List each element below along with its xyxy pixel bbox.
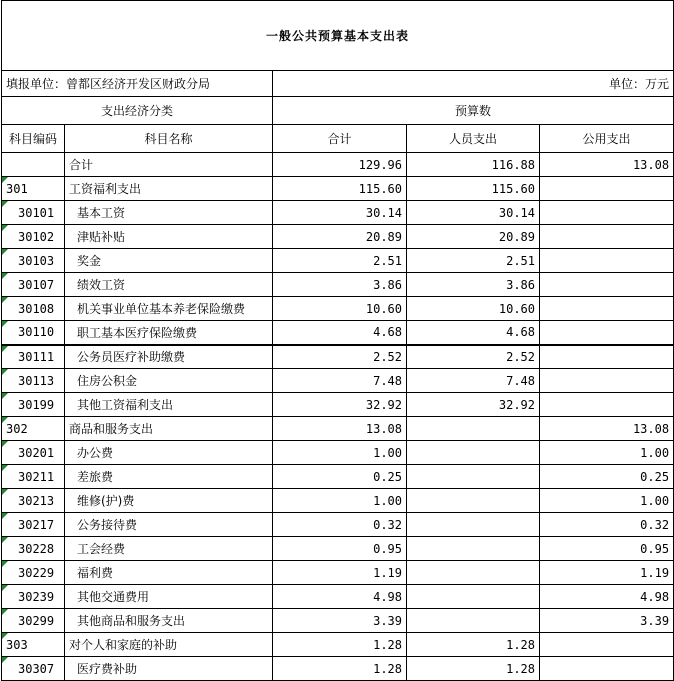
cell-marker-icon xyxy=(2,346,8,352)
row-public: 0.95 xyxy=(540,537,674,561)
row-public xyxy=(540,249,674,273)
row-code: 30110 xyxy=(2,321,65,345)
row-personnel xyxy=(407,417,540,441)
row-public xyxy=(540,201,674,225)
row-total: 30.14 xyxy=(273,201,407,225)
row-name: 奖金 xyxy=(65,249,273,273)
table-row xyxy=(2,513,674,537)
row-name: 工资福利支出 xyxy=(65,177,273,201)
row-name: 其他商品和服务支出 xyxy=(65,609,273,633)
row-total: 3.86 xyxy=(273,273,407,297)
table-row xyxy=(2,321,674,345)
row-code: 30229 xyxy=(2,561,65,585)
cell-marker-icon xyxy=(2,417,8,423)
row-personnel xyxy=(407,489,540,513)
row-personnel xyxy=(407,441,540,465)
row-code: 30211 xyxy=(2,465,65,489)
row-total: 0.95 xyxy=(273,537,407,561)
row-personnel: 2.52 xyxy=(407,345,540,369)
row-name: 津贴补贴 xyxy=(65,225,273,249)
table-row xyxy=(2,585,674,609)
row-name: 维修(护)费 xyxy=(65,489,273,513)
budget-table xyxy=(1,0,674,681)
row-code: 30217 xyxy=(2,513,65,537)
row-total: 3.39 xyxy=(273,609,407,633)
cell-marker-icon xyxy=(2,225,8,231)
header-personnel: 人员支出 xyxy=(407,125,540,153)
row-personnel: 1.28 xyxy=(407,657,540,681)
row-code: 303 xyxy=(2,633,65,657)
row-public xyxy=(540,177,674,201)
row-public xyxy=(540,345,674,369)
table-row xyxy=(2,561,674,585)
cell-marker-icon xyxy=(2,657,8,663)
row-total: 20.89 xyxy=(273,225,407,249)
table-row xyxy=(2,177,674,201)
row-public: 1.19 xyxy=(540,561,674,585)
row-name: 差旅费 xyxy=(65,465,273,489)
table-row xyxy=(2,393,674,417)
row-personnel: 30.14 xyxy=(407,201,540,225)
cell-marker-icon xyxy=(2,249,8,255)
row-name: 其他工资福利支出 xyxy=(65,393,273,417)
row-name: 工会经费 xyxy=(65,537,273,561)
cell-marker-icon xyxy=(2,609,8,615)
cell-marker-icon xyxy=(2,369,8,375)
row-code: 30101 xyxy=(2,201,65,225)
table-row xyxy=(2,297,674,321)
row-name: 公务接待费 xyxy=(65,513,273,537)
table-row xyxy=(2,537,674,561)
cell-marker-icon xyxy=(2,489,8,495)
row-personnel: 4.68 xyxy=(407,321,540,345)
row-total: 1.00 xyxy=(273,441,407,465)
table-row xyxy=(2,441,674,465)
row-public xyxy=(540,657,674,681)
header-total: 合计 xyxy=(273,125,407,153)
row-code: 30239 xyxy=(2,585,65,609)
table-row xyxy=(2,417,674,441)
row-total: 1.19 xyxy=(273,561,407,585)
row-personnel xyxy=(407,609,540,633)
row-code: 30113 xyxy=(2,369,65,393)
row-personnel: 3.86 xyxy=(407,273,540,297)
row-code: 30199 xyxy=(2,393,65,417)
row-personnel: 20.89 xyxy=(407,225,540,249)
row-total: 10.60 xyxy=(273,297,407,321)
row-personnel: 115.60 xyxy=(407,177,540,201)
cell-marker-icon xyxy=(2,321,8,327)
cell-marker-icon xyxy=(2,633,8,639)
cell-marker-icon xyxy=(2,393,8,399)
header-budget: 预算数 xyxy=(273,97,674,125)
row-name: 绩效工资 xyxy=(65,273,273,297)
row-public xyxy=(540,225,674,249)
header-code: 科目编码 xyxy=(2,125,65,153)
table-row xyxy=(2,657,674,681)
row-name: 商品和服务支出 xyxy=(65,417,273,441)
cell-marker-icon xyxy=(2,441,8,447)
table-row xyxy=(2,465,674,489)
cell-marker-icon xyxy=(2,585,8,591)
row-name: 合计 xyxy=(65,153,273,177)
page-title: 一般公共预算基本支出表 xyxy=(2,1,674,71)
header-classification: 支出经济分类 xyxy=(2,97,273,125)
row-public: 13.08 xyxy=(540,153,674,177)
row-code: 30107 xyxy=(2,273,65,297)
cell-marker-icon xyxy=(2,513,8,519)
cell-marker-icon xyxy=(2,177,8,183)
row-total: 1.28 xyxy=(273,657,407,681)
row-code: 30103 xyxy=(2,249,65,273)
cell-marker-icon xyxy=(2,537,8,543)
cell-marker-icon xyxy=(2,561,8,567)
row-public: 1.00 xyxy=(540,441,674,465)
row-code: 30111 xyxy=(2,345,65,369)
table-row xyxy=(2,369,674,393)
row-code: 30213 xyxy=(2,489,65,513)
row-personnel: 10.60 xyxy=(407,297,540,321)
row-personnel: 32.92 xyxy=(407,393,540,417)
row-personnel xyxy=(407,561,540,585)
table-row xyxy=(2,225,674,249)
row-public xyxy=(540,297,674,321)
header-name: 科目名称 xyxy=(65,125,273,153)
table-row xyxy=(2,633,674,657)
row-code: 30108 xyxy=(2,297,65,321)
row-total: 32.92 xyxy=(273,393,407,417)
row-code xyxy=(2,153,65,177)
row-code: 30201 xyxy=(2,441,65,465)
row-code: 302 xyxy=(2,417,65,441)
row-public xyxy=(540,321,674,345)
cell-marker-icon xyxy=(2,465,8,471)
row-code: 30299 xyxy=(2,609,65,633)
row-total: 4.68 xyxy=(273,321,407,345)
table-row xyxy=(2,345,674,369)
row-total: 4.98 xyxy=(273,585,407,609)
row-public xyxy=(540,369,674,393)
row-public xyxy=(540,393,674,417)
row-public: 13.08 xyxy=(540,417,674,441)
row-personnel xyxy=(407,537,540,561)
row-total: 2.52 xyxy=(273,345,407,369)
row-personnel: 7.48 xyxy=(407,369,540,393)
row-name: 职工基本医疗保险缴费 xyxy=(65,321,273,345)
row-name: 基本工资 xyxy=(65,201,273,225)
row-personnel: 1.28 xyxy=(407,633,540,657)
reporting-unit: 填报单位：曾都区经济开发区财政分局 xyxy=(2,71,273,97)
row-personnel xyxy=(407,585,540,609)
row-public: 4.98 xyxy=(540,585,674,609)
row-code: 30228 xyxy=(2,537,65,561)
row-public: 1.00 xyxy=(540,489,674,513)
row-personnel: 116.88 xyxy=(407,153,540,177)
row-total: 1.28 xyxy=(273,633,407,657)
row-name: 医疗费补助 xyxy=(65,657,273,681)
row-name: 其他交通费用 xyxy=(65,585,273,609)
row-public: 0.25 xyxy=(540,465,674,489)
row-name: 福利费 xyxy=(65,561,273,585)
row-code: 30307 xyxy=(2,657,65,681)
row-total: 7.48 xyxy=(273,369,407,393)
header-public: 公用支出 xyxy=(540,125,674,153)
cell-marker-icon xyxy=(2,273,8,279)
cell-marker-icon xyxy=(2,297,8,303)
row-personnel xyxy=(407,513,540,537)
table-row xyxy=(2,609,674,633)
table-row xyxy=(2,489,674,513)
row-total: 115.60 xyxy=(273,177,407,201)
row-public xyxy=(540,273,674,297)
row-total: 0.25 xyxy=(273,465,407,489)
row-name: 办公费 xyxy=(65,441,273,465)
table-row xyxy=(2,153,674,177)
table-row xyxy=(2,201,674,225)
row-personnel: 2.51 xyxy=(407,249,540,273)
row-public: 3.39 xyxy=(540,609,674,633)
row-code: 301 xyxy=(2,177,65,201)
row-code: 30102 xyxy=(2,225,65,249)
row-total: 2.51 xyxy=(273,249,407,273)
cell-marker-icon xyxy=(2,201,8,207)
table-row xyxy=(2,249,674,273)
row-name: 对个人和家庭的补助 xyxy=(65,633,273,657)
row-name: 机关事业单位基本养老保险缴费 xyxy=(65,297,273,321)
table-row xyxy=(2,273,674,297)
row-total: 0.32 xyxy=(273,513,407,537)
row-public xyxy=(540,633,674,657)
row-total: 1.00 xyxy=(273,489,407,513)
row-name: 住房公积金 xyxy=(65,369,273,393)
row-name: 公务员医疗补助缴费 xyxy=(65,345,273,369)
row-personnel xyxy=(407,465,540,489)
row-total: 13.08 xyxy=(273,417,407,441)
currency-unit: 单位：万元 xyxy=(273,71,674,97)
row-total: 129.96 xyxy=(273,153,407,177)
row-public: 0.32 xyxy=(540,513,674,537)
